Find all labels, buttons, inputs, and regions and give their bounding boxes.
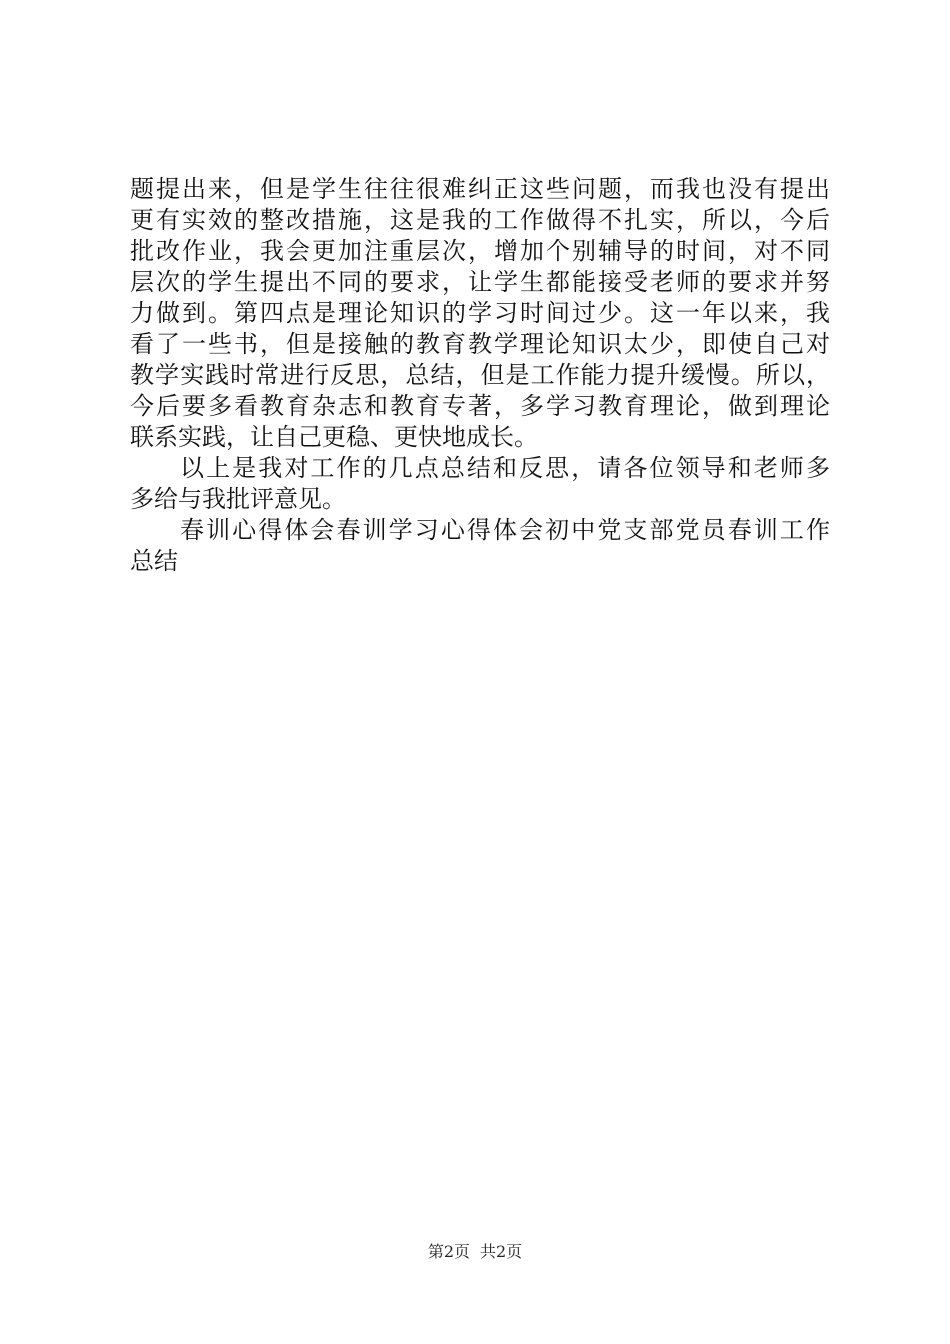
paragraph-2-line-2: 多给与我批评意见。 — [130, 485, 346, 513]
paragraph-1-line-9: 联系实践，让自己更稳、更快地成长。 — [130, 423, 538, 451]
paragraph-1-line-6: 看了一些书，但是接触的教育教学理论知识太少，即使自己对 — [130, 330, 830, 358]
paragraph-1-line-8: 今后要多看教育杂志和教育专著，多学习教育理论，做到理论 — [130, 392, 830, 420]
paragraph-1-line-4: 层次的学生提出不同的要求，让学生都能接受老师的要求并努 — [130, 268, 830, 296]
page-number: 第2页 — [427, 1242, 470, 1261]
document-body — [130, 174, 830, 577]
paragraph-1-line-5: 力做到。第四点是理论知识的学习时间过少。这一年以来，我 — [130, 299, 830, 327]
paragraph-2-line-1: 以上是我对工作的几点总结和反思，请各位领导和老师多 — [180, 454, 830, 482]
page-total: 共2页 — [480, 1242, 523, 1261]
paragraph-3-line-1: 春训心得体会春训学习心得体会初中党支部党员春训工作 — [180, 516, 830, 544]
page-footer — [0, 1240, 950, 1264]
paragraph-3-line-2: 总结 — [130, 547, 178, 575]
paragraph-1-line-2: 更有实效的整改措施，这是我的工作做得不扎实，所以，今后 — [130, 206, 830, 234]
paragraph-1-line-7: 教学实践时常进行反思，总结，但是工作能力提升缓慢。所以， — [130, 361, 830, 389]
paragraph-1-line-1: 题提出来，但是学生往往很难纠正这些问题，而我也没有提出 — [130, 175, 830, 203]
paragraph-1-line-3: 批改作业，我会更加注重层次，增加个别辅导的时间，对不同 — [130, 237, 830, 265]
